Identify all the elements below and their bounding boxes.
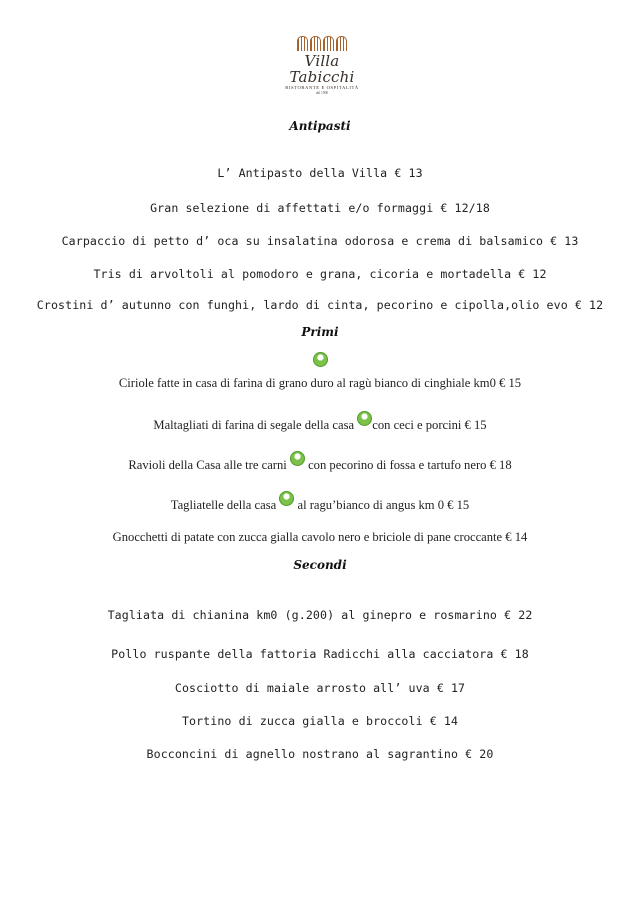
- menu-item: Carpaccio di petto d’ oca su insalatina odorosa e crema di balsamico € 13: [61, 234, 579, 248]
- menu-item: Gnocchetti di patate con zucca gialla cavolo nero e briciole di pane croccante € 14: [112, 530, 528, 544]
- restaurant-logo: [270, 36, 374, 94]
- logo-subtitle: RISTORANTE E OSPITALITÀ: [285, 85, 359, 90]
- menu-item: L’ Antipasto della Villa € 13: [217, 166, 423, 180]
- leaf-icon: [290, 451, 305, 466]
- section-title-secondi: Secondi: [293, 558, 347, 572]
- menu-item-text: con pecorino di fossa e tartufo nero € 18: [304, 458, 512, 472]
- menu-item: Ciriole fatte in casa di farina di grano duro al ragù bianco di cinghiale km0 € 15: [118, 376, 522, 390]
- menu-item: Tortino di zucca gialla e broccoli € 14: [181, 714, 459, 728]
- menu-item: [0, 456, 640, 473]
- menu-item-text: con ceci e porcini € 15: [372, 418, 487, 432]
- leaf-icon: [357, 411, 372, 426]
- menu-item: Bocconcini di agnello nostrano al sagrantino € 20: [146, 747, 494, 761]
- menu-item-text: Ravioli della Casa alle tre carni: [128, 458, 290, 472]
- arches-icon: [270, 36, 374, 52]
- logo-established: dal 1900: [315, 91, 329, 95]
- menu-item: Crostini d’ autunno con funghi, lardo di cinta, pecorino e cipolla,olio evo € 12: [36, 298, 604, 312]
- section-title-primi: Primi: [301, 325, 339, 339]
- section-title-antipasti: Antipasti: [289, 119, 351, 133]
- logo-name: Villa Tabicchi: [289, 52, 355, 86]
- menu-item: Gran selezione di affettati e/o formaggi € 12/18: [150, 201, 490, 215]
- menu-item-text: al ragu’bianco di angus km 0 € 15: [294, 498, 470, 512]
- menu-item-text: Maltagliati di farina di segale della casa: [153, 418, 358, 432]
- menu-item-text: Tagliatelle della casa: [170, 498, 280, 512]
- menu-item: Pollo ruspante della fattoria Radicchi alla cacciatora € 18: [111, 647, 529, 661]
- leaf-icon: [279, 491, 294, 506]
- menu-item: [0, 496, 640, 513]
- menu-item: Tagliata di chianina km0 (g.200) al ginepro e rosmarino € 22: [107, 608, 533, 622]
- leaf-icon: [313, 352, 328, 367]
- menu-item: Tris di arvoltoli al pomodoro e grana, cicoria e mortadella € 12: [93, 267, 547, 281]
- menu-item: [0, 416, 640, 433]
- menu-item: Cosciotto di maiale arrosto all’ uva € 17: [174, 681, 466, 695]
